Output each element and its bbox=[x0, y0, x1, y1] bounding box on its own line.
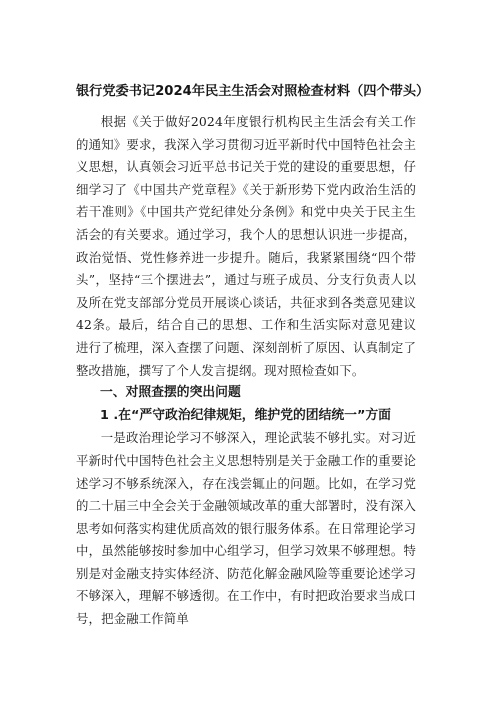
section-heading: 一、对照查摆的突出问题 bbox=[100, 385, 241, 401]
subsection-heading: 1 .在“严守政治纪律规矩，维护党的团结统一”方面 bbox=[100, 407, 391, 423]
document-title: 银行党委书记2024年民主生活会对照检查材料（四个带头） bbox=[76, 84, 430, 99]
intro-paragraph: 根据《关于做好2024年度银行机构民主生活会有关工作的通知》要求，我深入学习贯彻习近平新时代中国特色社会主义思想，认真领会习近平总书记关于党的建设的重要思想，仔细学习了《中国共产党章程》《关于新形势下党内政治生活的若干准则》《中国共产党纪律处分条例》和党中央关于民主生活会的有关要求。通过学习，我个人的思想认识进一步提高，政治觉悟、党性修养进一步提升。随后，我紧紧围绕“四个带头”，坚持“三个摆进去”，通过与班子成员、分支行负责人以及所在党支部部分党员开展谈心谈话，共征求到各类意见建议42条。最后，结合自己的思想、工作和生活实际对意见建议进行了梳理，深入查摆了问题、深刻剖析了原因、认真制定了整改措施，撰写了个人发言提纲。现对照检查如下。 bbox=[76, 114, 416, 378]
body-paragraph: 一是政治理论学习不够深入，理论武装不够扎实。对习近平新时代中国特色社会主义思想特别是关于金融工作的重要论述学习不够系统深入，存在浅尝辄止的问题。比如，在学习党的二十届三中全会关于金融领域改革的重大部署时，没有深入思考如何落实构建优质高效的银行服务体系。在日常理论学习中，虽然能够按时参加中心组学习，但学习效果不够理想。特别是对金融支持实体经济、防范化解金融风险等重要论述学习不够深入，理解不够透彻。在工作中，有时把政治要求当成口号，把金融工作简单 bbox=[76, 430, 416, 627]
